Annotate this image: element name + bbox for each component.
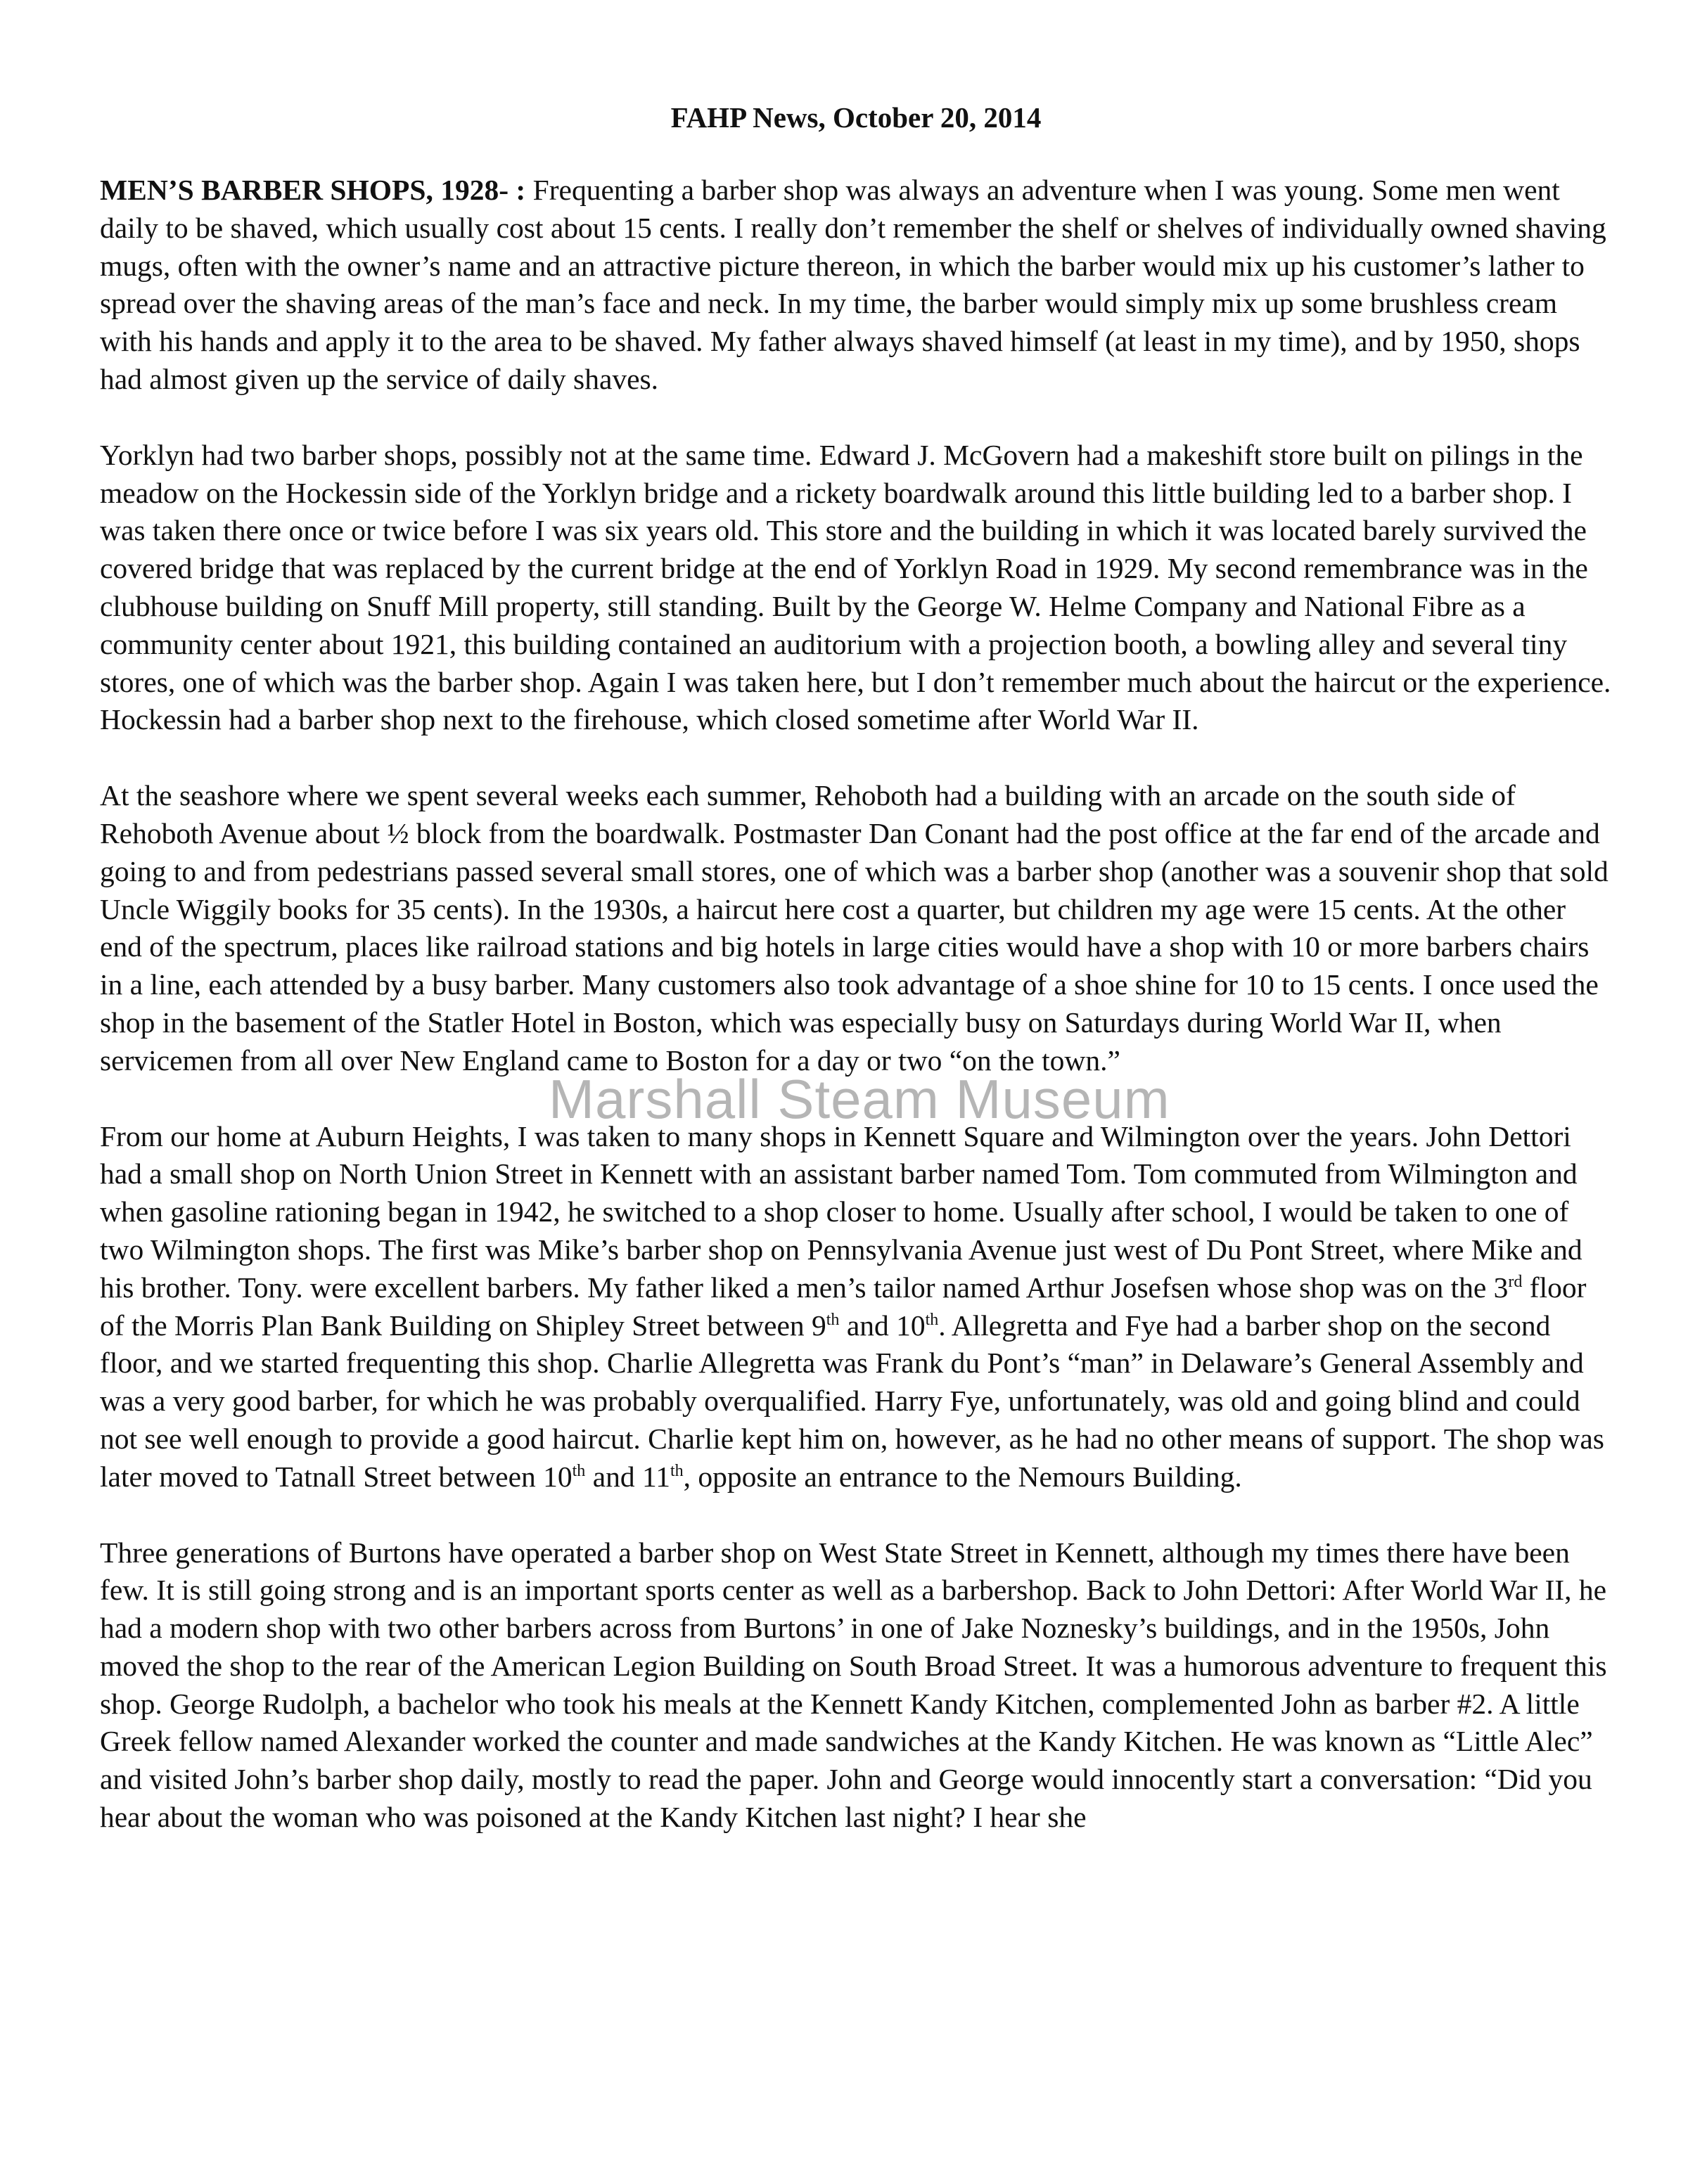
paragraph-burtons: Three generations of Burtons have operated a barber shop on West State Street in Kennett, although my times there have been few. It is still going strong and is an important sports center as well as a barbershop. Back to John Dettori: After World War II, he had a modern shop with two other barbers across from Burtons’ in one of Jake Noznesky’s buildings, and in the 1950s, John moved the shop to the rear of the American Legion Building on South Broad Street. It was a humorous adventure to frequent this shop. George Rudolph, a bachelor who took his meals at the Kennett Kandy Kitchen, complemented John as barber #2. A little Greek fellow named Alexander worked the counter and made sandwiches at the Kandy Kitchen. He was known as “Little Alec” and visited John’s barber shop daily, mostly to read the paper. John and George would innocently start a conversation: “Did you hear about the woman who was poisoned at the Kandy Kitchen last night? I hear she xyxy=(100,1536,1607,1834)
paragraph-auburn-heights xyxy=(100,1118,1612,1496)
watermark: Marshall Steam Museum xyxy=(549,1068,1170,1130)
superscript: th xyxy=(572,1461,586,1480)
document-page xyxy=(100,97,1612,1875)
section-heading: MEN’S BARBER SHOPS, 1928- : xyxy=(100,174,526,206)
paragraph-barber-shops-intro xyxy=(100,172,1612,399)
paragraph-text: From our home at Auburn Heights, I was taken to many shops in Kennett Square and Wilmington over the years. John Dettori had a small shop on North Union Street in Kennett with an assistant barber named Tom. Tom commuted from Wilmington and when gasoline rationing began in 1942, he switched to a shop closer to home. Usually after school, I would be taken to one of two Wilmington shops. The first was Mike’s barber shop on Pennsylvania Avenue just west of Du Pont Street, where Mike and his brother. Tony. were excellent barbers. My father liked a men’s tailor named Arthur Josefsen whose shop was on the 3 xyxy=(100,1119,1582,1304)
page-title: FAHP News, October 20, 2014 xyxy=(670,101,1042,134)
paragraph-text: Frequenting a barber shop was always an adventure when I was young. Some men went daily to be shaved, which usually cost about 15 cents. I really don’t remember the shelf or shelves of individually owned shaving mugs, often with the owner’s name and an attractive picture thereon, in which the barber would mix up his customer’s lather to spread over the shaving areas of the man’s face and neck. In my time, the barber would simply mix up some brushless cream with his hands and apply it to the area to be shaved. My father always shaved himself (at least in my time), and by 1950, shops had almost given up the service of daily shaves. xyxy=(100,174,1606,395)
paragraph-text: and 10 xyxy=(839,1309,926,1342)
paragraph-text: floor of the Morris Plan Bank Building on Shipley Street between 9 xyxy=(100,1271,1587,1342)
paragraph-yorklyn: Yorklyn had two barber shops, possibly not at the same time. Edward J. McGovern had a makeshift store built on pilings in the meadow on the Hockessin side of the Yorklyn bridge and a rickety boardwalk around this little building led to a barber shop. I was taken there once or twice before I was six years old. This store and the building in which it was located barely survived the covered bridge that was replaced by the current bridge at the end of Yorklyn Road in 1929. My second remembrance was in the clubhouse building on Snuff Mill property, still standing. Built by the George W. Helme Company and National Fibre as a community center about 1921, this building contained an auditorium with a projection booth, a bowling alley and several tiny stores, one of which was the barber shop. Again I was taken here, but I don’t remember much about the haircut or the experience. Hockessin had a barber shop next to the firehouse, which closed sometime after World War II. xyxy=(100,438,1611,736)
paragraph-rehoboth: At the seashore where we spent several weeks each summer, Rehoboth had a building with an arcade on the south side of Rehoboth Avenue about ½ block from the boardwalk. Postmaster Dan Conant had the post office at the far end of the arcade and going to and from pedestrians passed several small stores, one of which was a barber shop (another was a souvenir shop that sold Uncle Wiggily books for 35 cents). In the 1930s, a haircut here cost a quarter, but children my age were 15 cents. At the other end of the spectrum, places like railroad stations and big hotels in large cities would have a shop with 10 or more barbers chairs in a line, each attended by a busy barber. Many customers also took advantage of a shoe shine for 10 to 15 cents. I once used the shop in the basement of the Statler Hotel in Boston, which was especially busy on Saturdays during World War II, when servicemen from all over New England came to Boston for a day or two “on the town.” xyxy=(100,779,1609,1077)
paragraph-text: and 11 xyxy=(585,1460,670,1493)
paragraph-text: . Allegretta and Fye had a barber shop on the second floor, and we started frequenting this shop. Charlie Allegretta was Frank du Pont’s “man” in Delaware’s General Assembly and was a very good barber, for which he was probably overqualified. Harry Fye, unfortunately, was old and going blind and could not see well enough to provide a good haircut. Charlie kept him on, however, as he had no other means of support. The shop was later moved to Tatnall Street between 10 xyxy=(100,1309,1604,1493)
superscript: th xyxy=(670,1461,684,1480)
paragraph-text: , opposite an entrance to the Nemours Building. xyxy=(683,1460,1242,1493)
superscript: th xyxy=(925,1310,939,1329)
superscript: th xyxy=(826,1310,840,1329)
superscript: rd xyxy=(1508,1272,1523,1291)
